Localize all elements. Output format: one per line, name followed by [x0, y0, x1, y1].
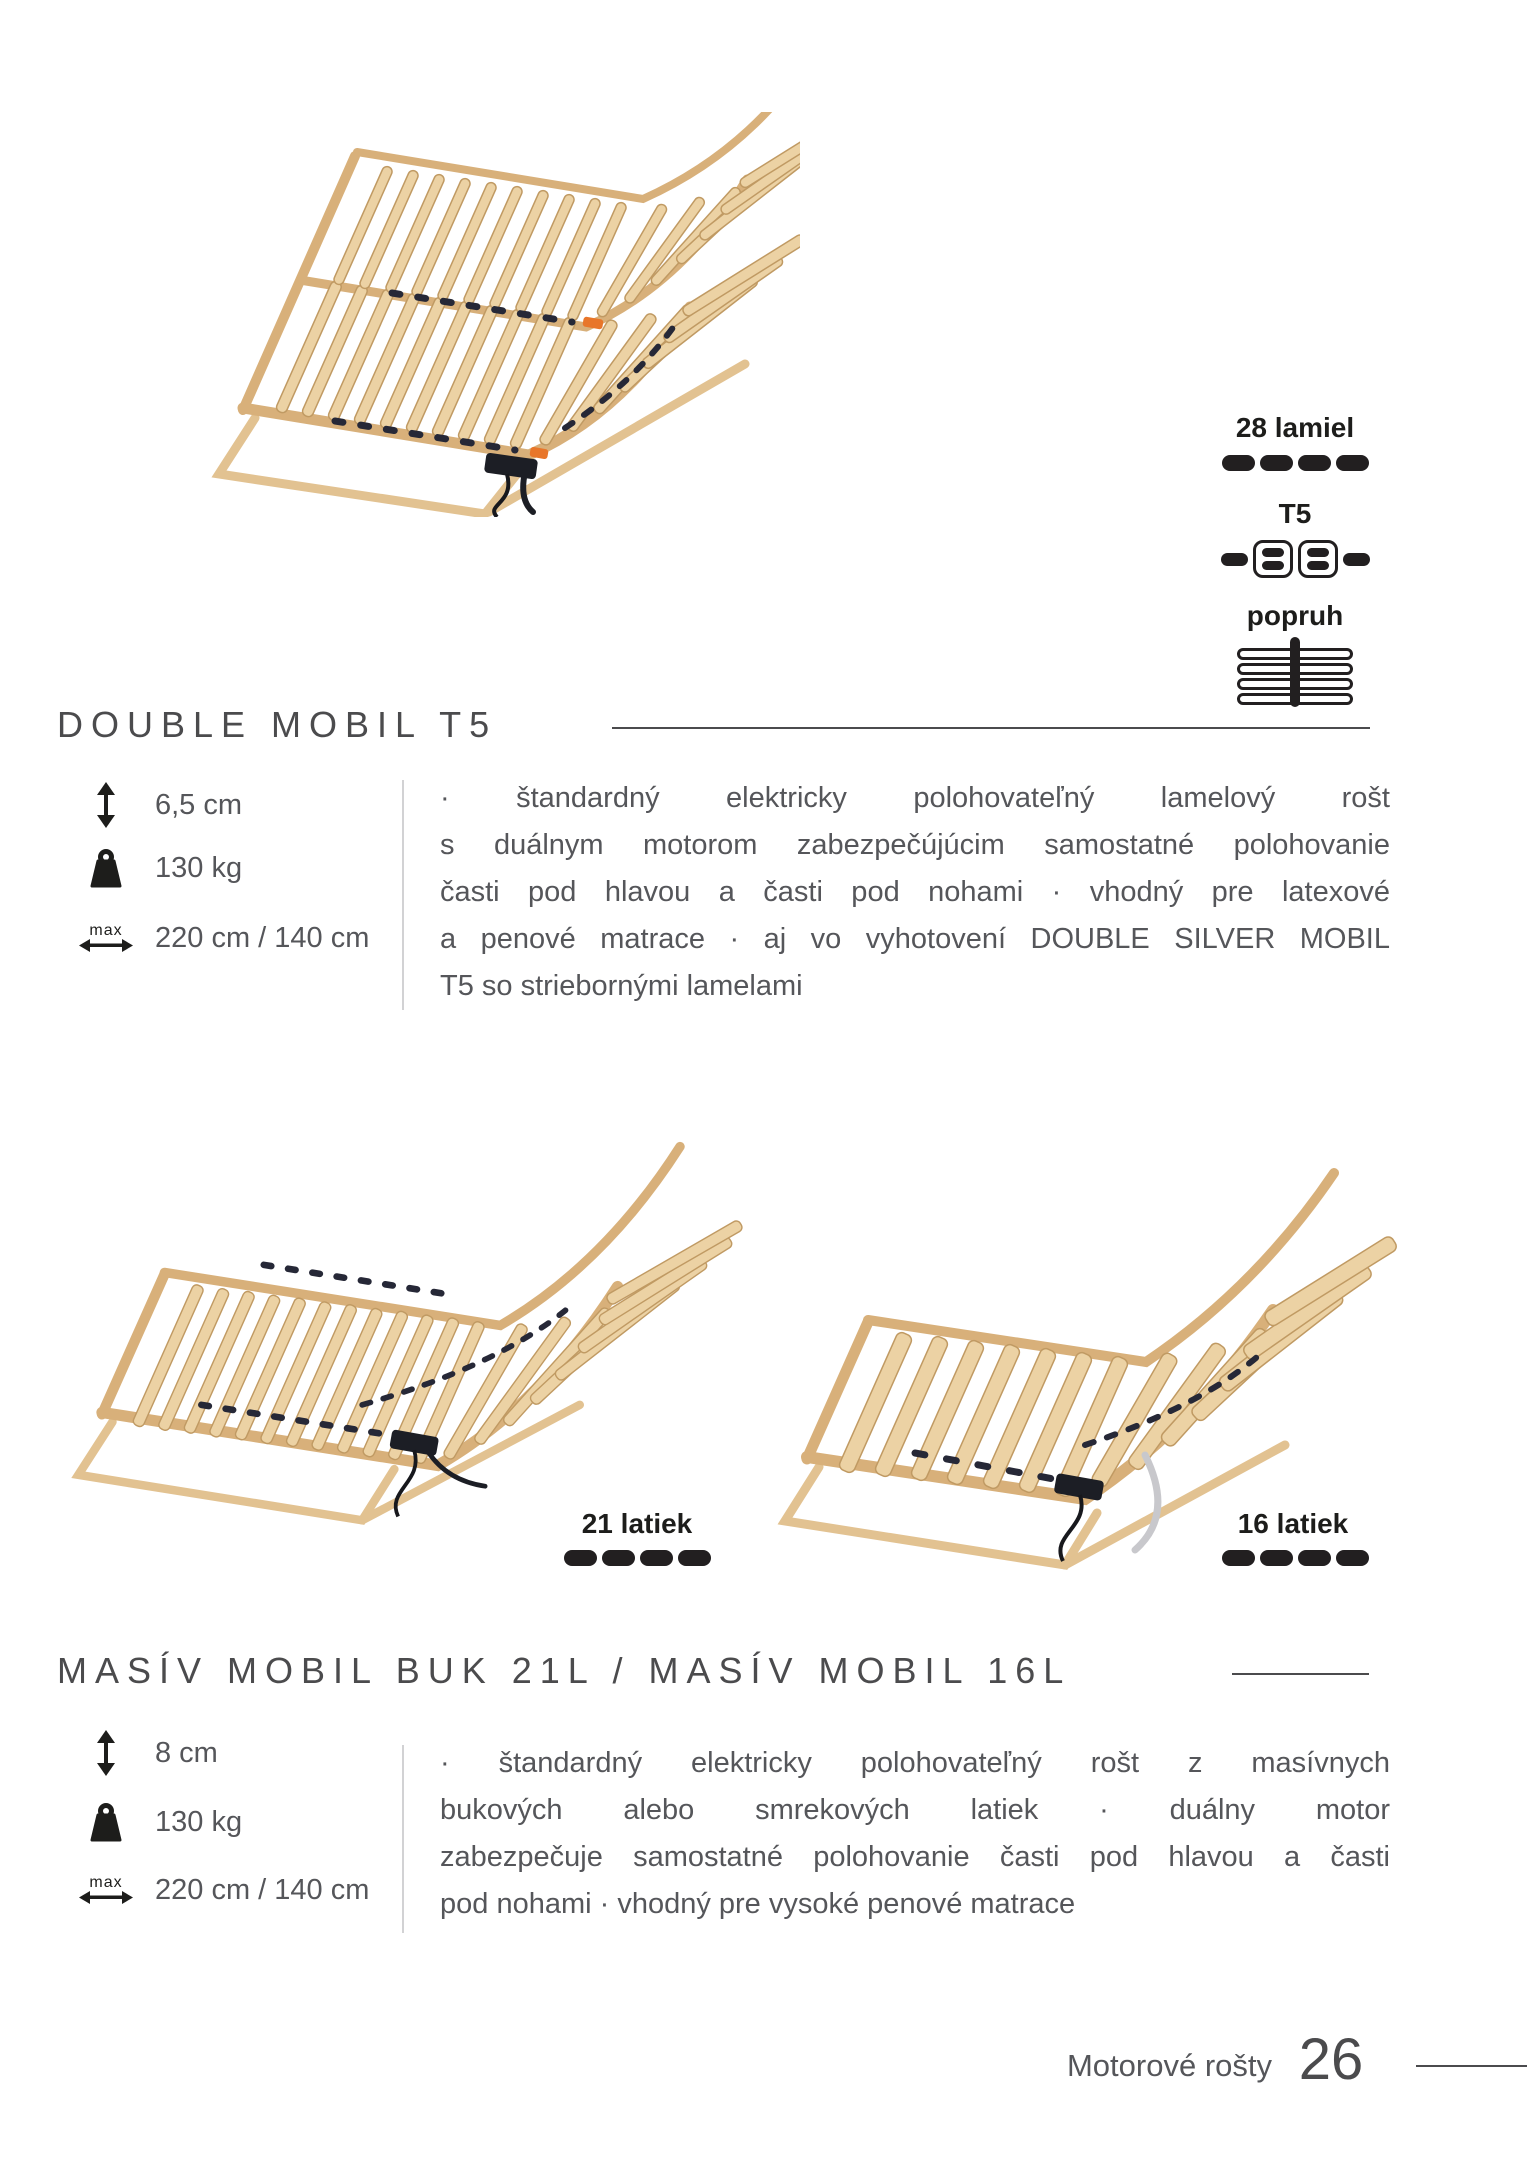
spec-divider [402, 780, 404, 1010]
spec-weight-value: 130 kg [155, 1805, 243, 1838]
description-line: zabezpečuje samostatné polohovanie časti pod hlavou a časti [440, 1841, 1390, 1873]
section-title-masiv-mobil: MASÍV MOBIL BUK 21L / MASÍV MOBIL 16L [57, 1650, 1072, 1691]
spec-max-width-row [76, 1868, 369, 1912]
footer-rule [1416, 2065, 1527, 2067]
double-mobil-t5-photo [185, 112, 800, 517]
description-line: bukových alebo smrekových latiek · duálny motor [440, 1794, 1390, 1826]
badge-popruh-label: popruh [1246, 600, 1344, 631]
spec-weight-row [76, 846, 242, 890]
title-rule [1232, 1673, 1369, 1675]
badge-t5-label: T5 [1278, 498, 1312, 529]
description-masiv-mobil [440, 1740, 1390, 1928]
footer-section-label: Motorové rošty [1066, 2048, 1272, 2083]
description-line: · štandardný elektricky polohovateľný rošt z masívnych [440, 1747, 1390, 1779]
height-arrow-icon [76, 1730, 136, 1776]
slats [132, 1219, 744, 1465]
max-width-arrow-icon [76, 921, 136, 953]
description-line: a penové matrace · aj vo vyhotovení DOUBLE SILVER MOBIL [440, 923, 1390, 955]
description-line: pod nohami · vhodný pre vysoké penové matrace [440, 1888, 1076, 1920]
slats [838, 1235, 1399, 1499]
section-title-double-mobil-t5: DOUBLE MOBIL T5 [57, 704, 498, 745]
description-line: T5 so striebornými lamelami [440, 970, 803, 1002]
badge-lamiel-label: 28 lamiel [1235, 412, 1355, 443]
weight-icon [76, 1802, 136, 1842]
max-label: max [89, 921, 123, 939]
masiv-mobil-buk-21l-photo [50, 1080, 750, 1550]
label-16-latiek: 16 latiek [1237, 1508, 1349, 1539]
spec-dimensions-value: 220 cm / 140 cm [155, 921, 370, 954]
t5-icon [1185, 540, 1405, 578]
spec-height-value: 8 cm [155, 1736, 218, 1769]
spec-height-row [76, 783, 242, 827]
lamiel-slat-dashes-icon [1185, 455, 1405, 471]
description-line: s duálnym motorom zabezpečújúcim samostatné polohovanie [440, 829, 1390, 861]
title-rule [612, 727, 1370, 729]
label-21-latiek: 21 latiek [581, 1508, 693, 1539]
latiek-16-slat-dashes-icon [1185, 1550, 1405, 1566]
latiek-21-slat-dashes-icon [527, 1550, 747, 1566]
spec-height-row [76, 1731, 218, 1775]
spec-max-width-row [76, 916, 369, 960]
spec-dimensions-value: 220 cm / 140 cm [155, 1873, 370, 1906]
description-double-mobil-t5 [440, 775, 1390, 1010]
spec-height-value: 6,5 cm [155, 788, 243, 821]
weight-icon [76, 848, 136, 888]
height-arrow-icon [76, 782, 136, 828]
popruh-icon [1237, 645, 1353, 708]
spec-weight-value: 130 kg [155, 851, 243, 884]
spec-weight-row [76, 1800, 242, 1844]
rails [243, 112, 800, 455]
max-width-arrow-icon [76, 1873, 136, 1905]
description-line: časti pod hlavou a časti pod nohami · vhodný pre latexové [440, 876, 1390, 908]
description-line: · štandardný elektricky polohovateľný lamelový rošt [440, 782, 1390, 814]
page-number: 26 [1298, 2027, 1364, 2092]
max-label: max [89, 1873, 123, 1891]
spec-divider [402, 1745, 404, 1933]
